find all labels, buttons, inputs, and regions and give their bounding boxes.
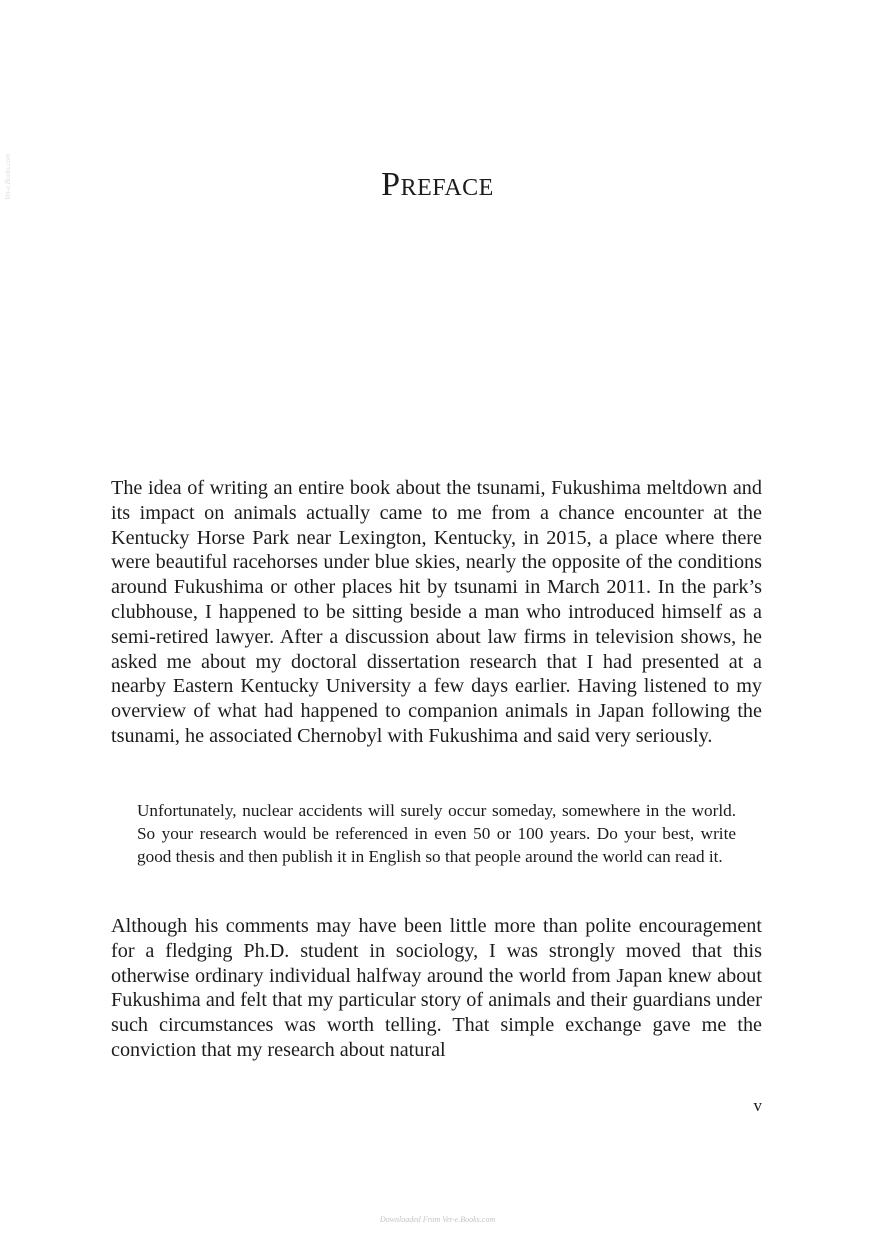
block-quote: Unfortunately, nuclear accidents will surely occur someday, somewhere in the world. So your research would be referenced in even 50 or 100 years. Do your best, write good thesis and then publish it in English so that people around the world can read it. — [137, 801, 736, 867]
watermark-bottom: Downloaded From Vet-e.Books.com — [379, 1215, 496, 1224]
watermark-side: Vet-e.Books.com — [4, 153, 12, 200]
body-paragraph-2: Although his comments may have been little more than polite encouragement for a fledging Ph.D. student in sociology, I was strongly moved that this otherwise ordinary individual halfway around the world from Japan knew about Fukushima and felt that my particular story of animals and their guardians under such circumstances was worth telling. That simple exchange gave me the conviction that my research about natural — [111, 915, 762, 1061]
body-paragraph-1: The idea of writing an entire book about the tsunami, Fukushima meltdown and its impact on animals actually came to me from a chance encounter at the Kentucky Horse Park near Lexington, Kentucky, in 2015, a place where there were beautiful racehorses under blue skies, nearly the opposite of the conditions around Fukushima or other places hit by tsunami in March 2011. In the park’s clubhouse, I happened to be sitting beside a man who introduced himself as a semi-retired lawyer. After a discussion about law firms in television shows, he asked me about my doctoral dissertation research that I had presented at a nearby Eastern Kentucky University a few days earlier. Having listened to my overview of what had happened to companion animals in Japan following the tsunami, he associated Chernobyl with Fukushima and said very seriously. — [111, 477, 762, 747]
page-title: Preface — [381, 166, 494, 203]
page-number: v — [753, 1096, 762, 1115]
